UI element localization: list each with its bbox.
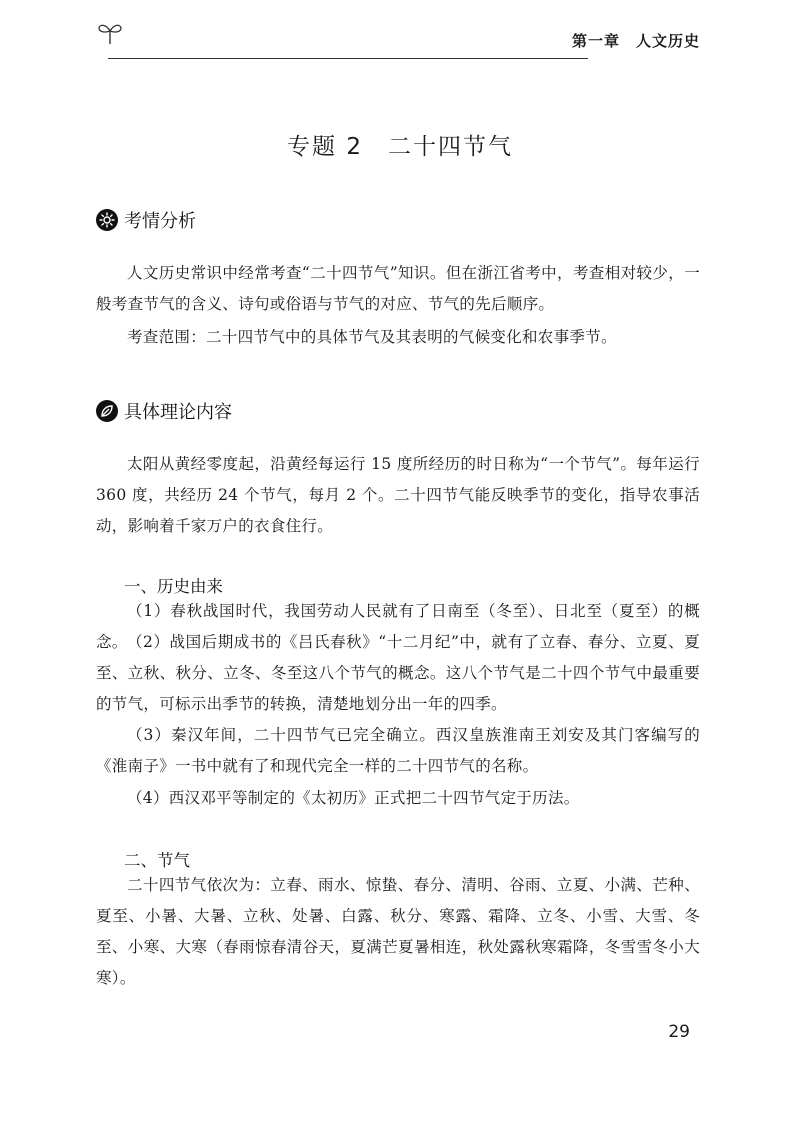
paragraph-theory-intro: 太阳从黄经零度起，沿黄经每运行 15 度所经历的时日称为“一个节气”。每年运行 360 度，共经历 24 个节气，每月 2 个。二十四节气能反映季节的变化，指导农事活动，影响着千家万户的衣食住行。 <box>96 455 700 535</box>
running-header <box>96 20 700 50</box>
section-title: 考情分析 <box>124 211 196 232</box>
topic-title: 专题 2 二十四节气 <box>287 134 513 160</box>
leaf-badge-icon <box>96 400 118 422</box>
header-rule <box>108 58 588 59</box>
running-header-title: 第一章 人文历史 <box>571 32 700 50</box>
paragraph-terms-list: 二十四节气依次为：立春、雨水、惊蛰、春分、清明、谷雨、立夏、小满、芒种、夏至、小暑、大暑、立秋、处暑、白露、秋分、寒露、霜降、立冬、小雪、大雪、冬至、小寒、大寒（春雨惊春清谷天，夏满芒夏暑相连，秋处露秋寒霜降，冬雪雪冬小大寒）。 <box>96 876 700 987</box>
history-item: （3）秦汉年间，二十四节气已完全确立。西汉皇族淮南王刘安及其门客编写的《淮南子》一书中就有了和现代完全一样的二十四节气的名称。 <box>96 726 700 775</box>
page-number: 29 <box>668 1022 690 1042</box>
sprout-icon <box>96 20 124 46</box>
subheading-history: 一、历史由来 <box>124 577 223 596</box>
paragraph-exam-overview: 人文历史常识中经常考查“二十四节气”知识。但在浙江省考中，考查相对较少，一般考查节气的含义、诗句或俗语与节气的对应、节气的先后顺序。 <box>96 264 700 313</box>
sun-icon <box>96 209 118 231</box>
section-heading-exam <box>96 206 196 234</box>
section-title: 具体理论内容 <box>124 402 232 423</box>
subheading-terms: 二、节气 <box>124 851 190 870</box>
history-item: （1）春秋战国时代，我国劳动人民就有了日南至（冬至）、日北至（夏至）的概念。 <box>96 602 700 651</box>
paragraph-exam-scope: 考查范围：二十四节气中的具体节气及其表明的气候变化和农事季节。 <box>127 328 617 346</box>
history-item: （4）西汉邓平等制定的《太初历》正式把二十四节气定于历法。 <box>127 789 580 807</box>
history-item: （2）战国后期成书的《吕氏春秋》“十二月纪”中，就有了立春、春分、立夏、夏至、立秋、秋分、立冬、冬至这八个节气的概念。这八个节气是二十四个节气中最重要的节气，可标示出季节的转换，清楚地划分出一年的四季。 <box>96 633 700 713</box>
section-heading-theory <box>96 397 232 425</box>
